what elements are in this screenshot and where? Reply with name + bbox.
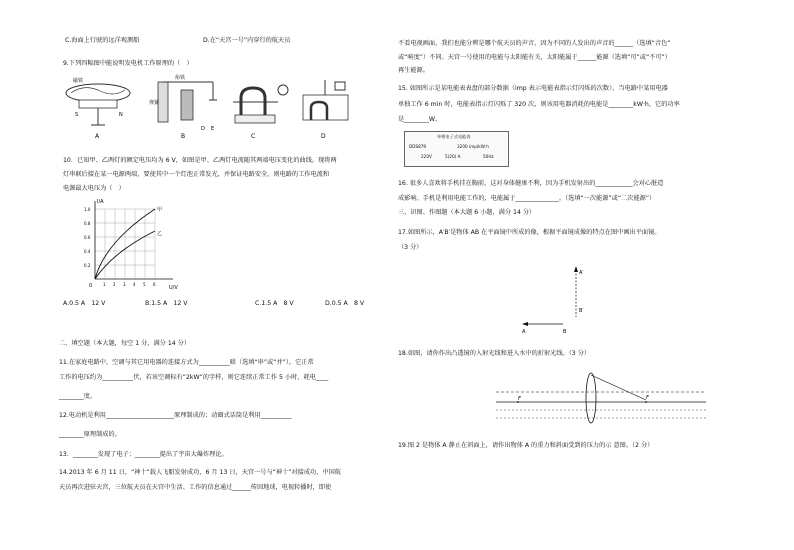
fig-b-label-armature: 衔铁: [175, 75, 186, 81]
figure-b-relay: [149, 74, 217, 140]
q10-option-a: A.0.5 A 12 V: [63, 300, 106, 307]
ytick-3: 0.6: [84, 235, 91, 240]
xtick-6: 6: [153, 282, 156, 287]
q11-line1: 11.在家庭电路中，空调与其它用电器的连接方式为__________联（选填“串”或“并”），它正常: [59, 359, 314, 366]
q10-line2: 灯串联后接在某一电源两端，要使其中一个灯泡正常发光，并保证电路安全，则电路的工作电流和: [63, 171, 330, 178]
q14-cont-line2: 或“响度”）不同。天宫一号使用的电能与太阳能有关，太阳能属于______能源（选填“可”或“不可”）: [398, 54, 671, 61]
fig-b-label-spring: 弹簧: [149, 100, 160, 106]
refracted-ray: [591, 375, 646, 400]
fig-b-label-d: D: [201, 126, 205, 132]
meter-voltage: 220V: [421, 154, 432, 159]
q17-line2: （3 分）: [398, 244, 423, 251]
q16-line2: 成影响。手机是利用电能工作的，电能属于______________。（选填“一次能源”或“二次能源”）: [398, 195, 656, 202]
meter-frequency: 50Hz: [483, 154, 494, 159]
ytick-4: 0.4: [84, 249, 91, 254]
focal-point-left: F: [518, 396, 521, 402]
label-a-prime: A′: [579, 270, 584, 276]
graph-xaxis-label: U/V: [169, 285, 178, 291]
q10-iu-graph: [83, 197, 183, 297]
graph-yaxis-label: I/A: [97, 199, 104, 205]
label-b: B: [563, 329, 567, 335]
q9-question: 9.下列四幅图中能说明发电机工作原理的（ ）: [63, 60, 193, 67]
fig-c-caption: C: [251, 133, 256, 140]
fig-d-caption: D: [321, 133, 326, 140]
q10-line1: 10．已知甲、乙两灯的额定电压均为 6 V，如图是甲、乙两灯电流随其两端电压变化的曲线。现将两: [63, 157, 337, 164]
q19-question: 19.图 2 是物体 A 静止在斜面上，请作出物体 A 的重力和斜面受到的压力的示 意图。（2 分）: [398, 442, 654, 449]
meter-current: 5(20) A: [445, 154, 461, 159]
figure-a-coil: [66, 77, 130, 140]
fig-a-label-s: S: [75, 112, 79, 118]
q15-line2: 单独工作 6 min 时，电能表指示灯闪烁了 320 次，则该用电器消耗的电能是________kW·h，它的功率: [398, 101, 680, 108]
graph-origin: 0: [89, 283, 93, 289]
q9-figures: [63, 70, 363, 150]
q10-option-c: C.1.5 A 8 V: [255, 300, 294, 307]
figure-c-generator: [233, 85, 288, 140]
xtick-3: 3: [123, 282, 126, 287]
q15-line3: 是________W。: [398, 116, 442, 123]
q10-option-d: D.0.5 A 8 V: [325, 300, 365, 307]
q14-line1: 14.2013 年 6 月 11 日，“神十”载人飞船发射成功，6 月 13 日，天宫一号与“神十”对接成功，中国航: [59, 469, 341, 476]
q13-text: 13．________发现了电子；________提出了宇宙大爆炸理论。: [59, 451, 228, 458]
q17-line1: 17.如图所示，A′B′是物体 AB 在平面镜中所成的像，根据平面镜成像的特点在图中画出平面镜。: [398, 229, 661, 236]
xtick-5: 5: [143, 282, 146, 287]
object-arrow-head: [522, 322, 528, 326]
q14-cont-line3: 再生能源。: [398, 67, 429, 74]
ytick-5: 0.2: [84, 263, 91, 268]
q12-line1: 12.电动机是利用______________________原理制成的；动圈式话筒是利用__________: [59, 412, 292, 419]
fig-b-caption: B: [181, 133, 186, 140]
q18-lens-figure: [496, 370, 706, 430]
graph-label-jia: 甲: [157, 207, 163, 213]
meter-code: DDS879: [409, 144, 427, 149]
convex-lens: [586, 373, 596, 423]
energy-meter-panel: [404, 131, 509, 167]
q15-line1: 15. 如图所示是某电能表表盘的部分数据（imp 表示电能表指示灯闪烁的次数）。当电路中某用电器: [398, 85, 668, 92]
label-b-prime: B′: [579, 308, 584, 314]
graph-label-yi: 乙: [157, 231, 163, 237]
meter-title: 单相电子式电能表: [437, 134, 471, 139]
ytick-2: 0.8: [84, 221, 91, 226]
xtick-1: 1: [103, 282, 106, 287]
q12-line2: ________原理制成的。: [59, 431, 121, 438]
figure-d-circuit: [303, 80, 348, 140]
q11-line2: 工作的电压约为__________伏，若该空调标有“2kW”的字样，则它连续正常工作 5 小时，耗电____: [59, 374, 329, 381]
image-arrow-head: [574, 266, 578, 272]
q10-line3: 电源最大电压为（ ）: [63, 185, 125, 192]
q10-option-b: B.1.5 A 12 V: [145, 300, 188, 307]
label-a: A: [522, 329, 526, 335]
q8-option-c: C.海面上行驶的远洋观测船: [65, 37, 140, 44]
xtick-2: 2: [113, 282, 116, 287]
q16-line1: 16. 很多人喜欢将手机挂在胸前，这对身体健康不利，因为手机发射出的____________会对心脏造: [398, 180, 664, 187]
q18-question: 18.如图，请你作出凸透镜的入射光线和进入水中的折射光线。（3 分）: [398, 350, 591, 357]
meter-rate: 3200 imp/kW·h: [457, 144, 489, 149]
section-2-heading: 二、填空题（本大题，每空 1 分，满分 14 分）: [59, 340, 191, 347]
fig-b-label-e: E: [211, 126, 215, 132]
q17-mirror-figure: [518, 262, 598, 337]
q14-cont-line1: 不看电视画面，我们也能分辨是哪个航天员的声音，因为不同的人发出的声音的______（选填“音色”: [398, 40, 671, 47]
fig-a-label-magnet: 磁铁: [73, 78, 84, 84]
section-3-heading: 三、识图、作图题（本大题 6 小题，满分 14 分）: [398, 209, 536, 216]
q14-line2: 天员再次进驻天宫，三位航天员在天宫中生活、工作的信息通过______传回地球，电视转播时，即使: [59, 484, 332, 491]
fig-a-caption: A: [95, 133, 100, 140]
q11-line3: ________度。: [59, 393, 97, 400]
focal-point-right: F: [646, 395, 649, 401]
ytick-1: 1.0: [84, 207, 91, 212]
xtick-4: 4: [133, 282, 136, 287]
q8-option-d: D.在“天宫一号”内穿行的航天员: [203, 37, 291, 44]
fig-a-label-n: N: [119, 112, 123, 118]
